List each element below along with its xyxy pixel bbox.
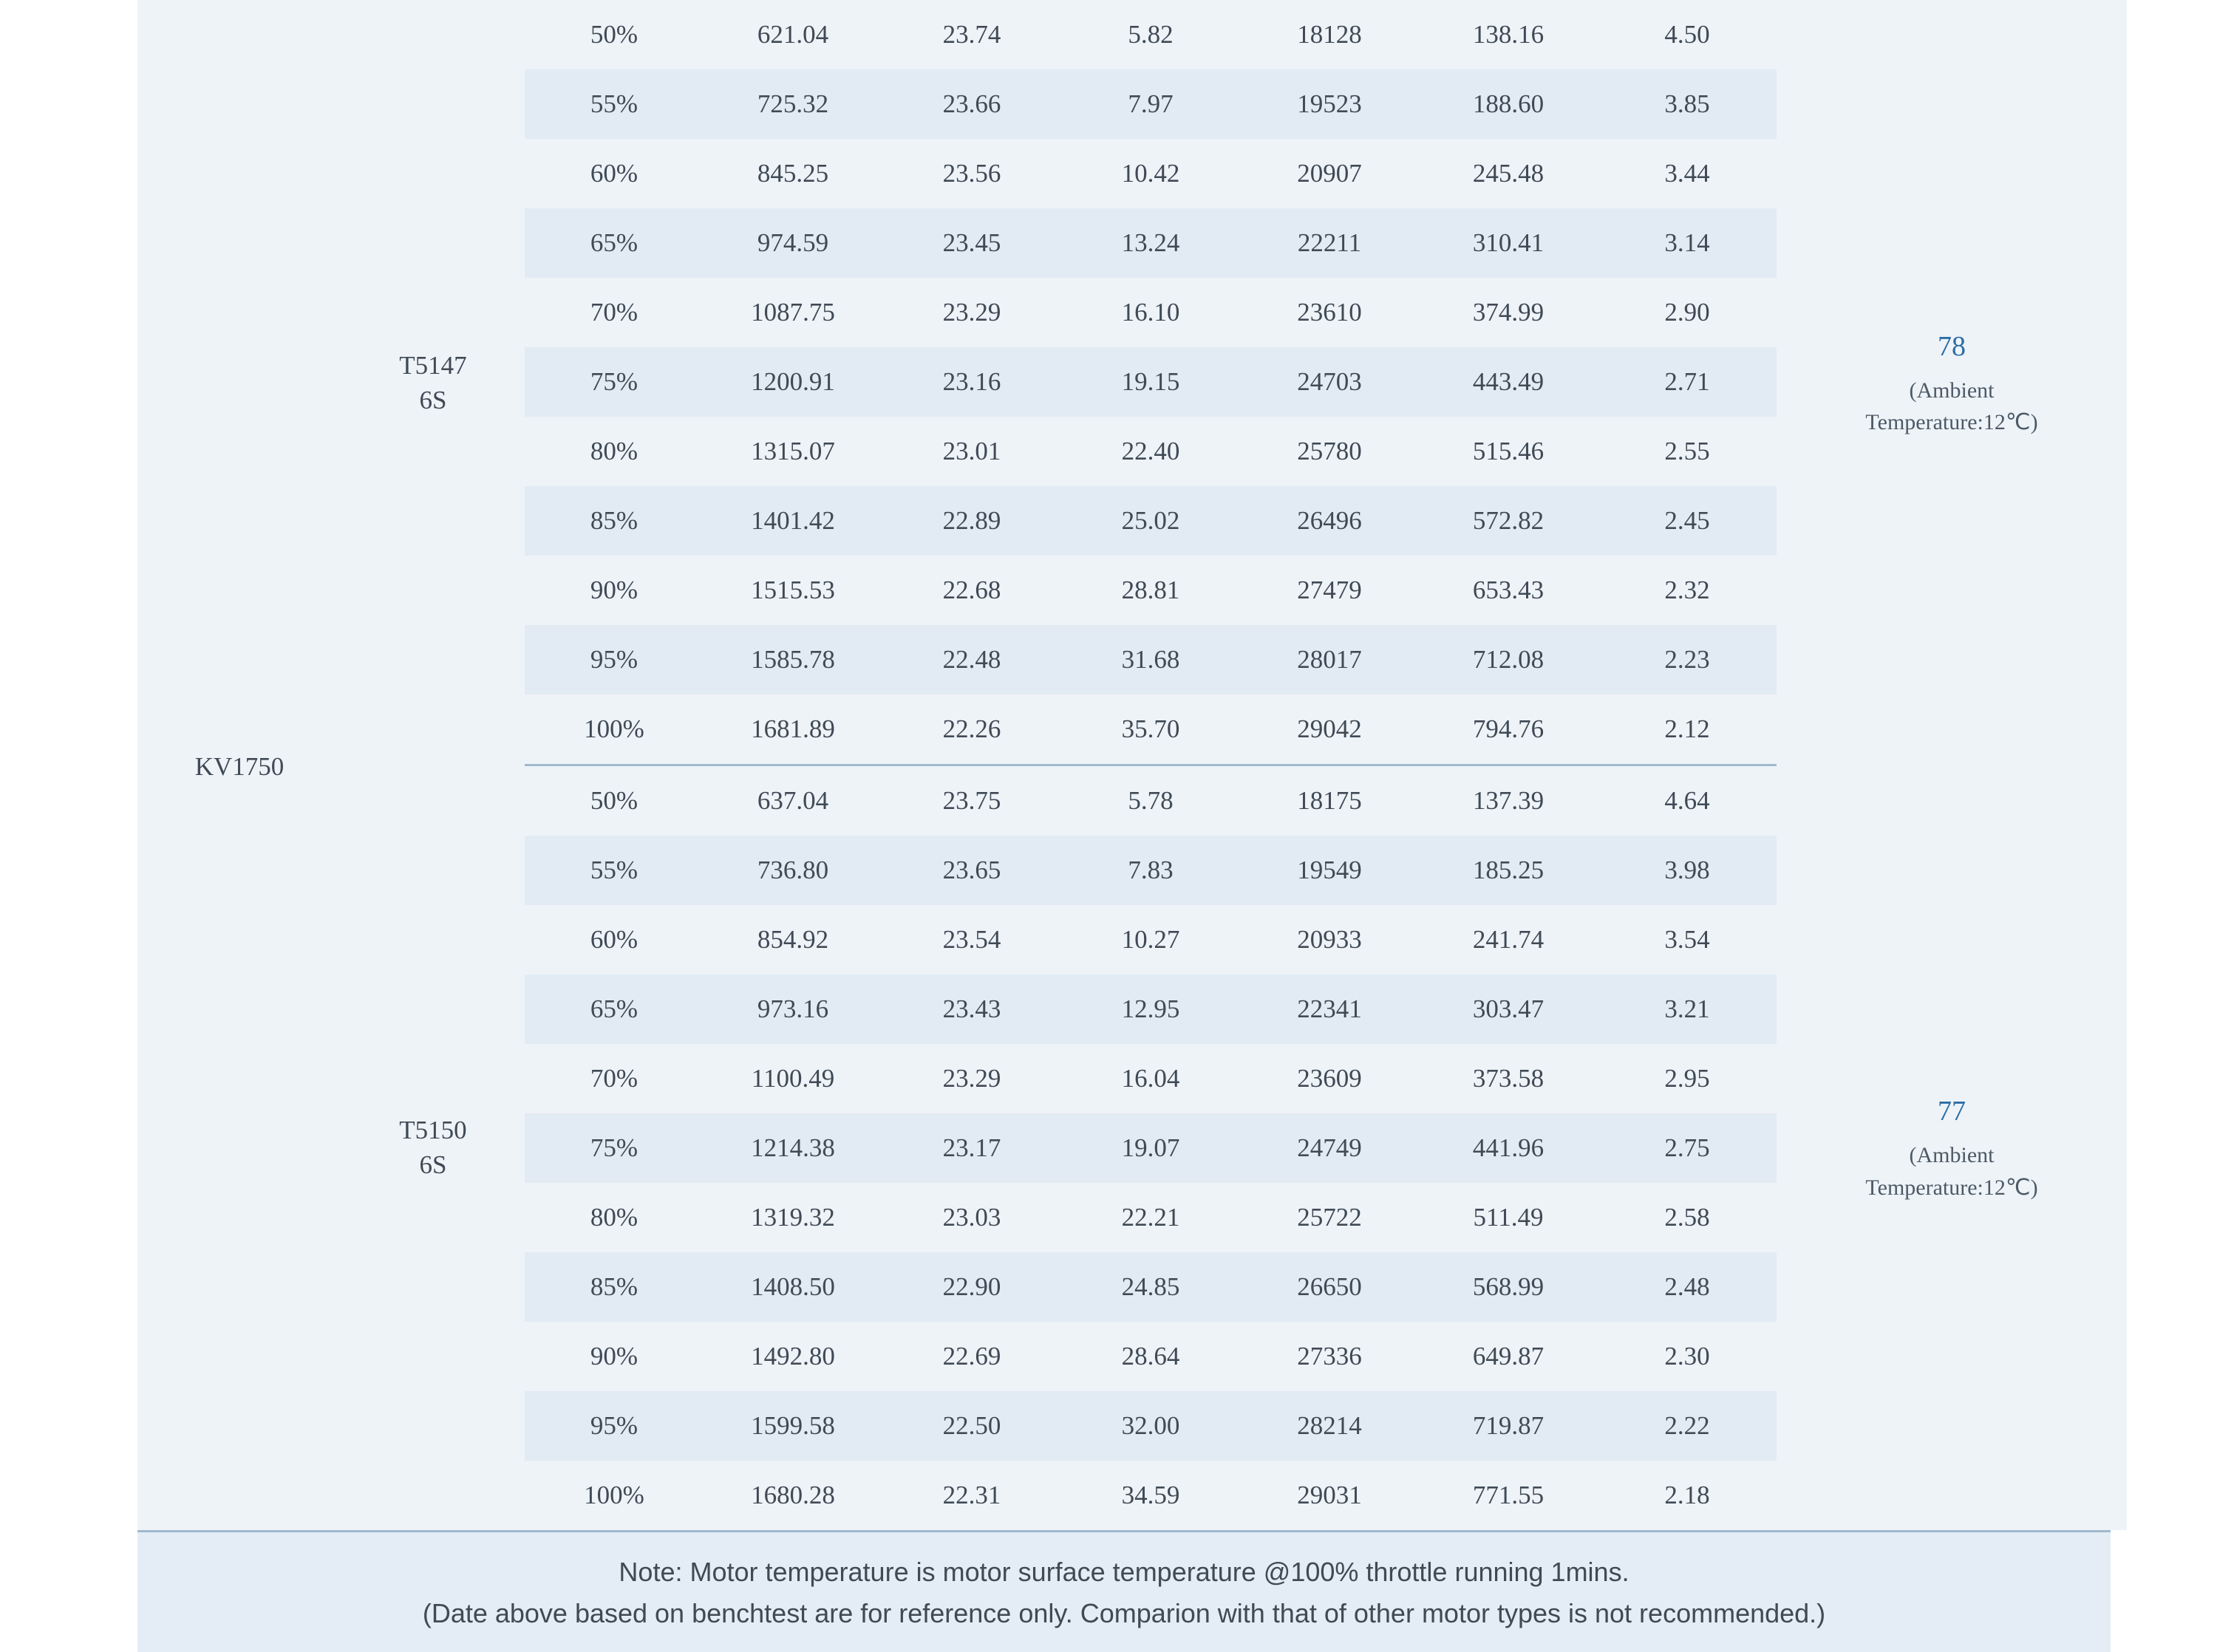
throttle-cell: 100% (525, 1461, 704, 1530)
efficiency-cell: 2.12 (1598, 694, 1777, 765)
thrust-cell: 1214.38 (704, 1113, 882, 1183)
throttle-cell: 70% (525, 278, 704, 347)
rpm-cell: 25722 (1240, 1183, 1419, 1252)
rpm-cell: 29031 (1240, 1461, 1419, 1530)
thrust-cell: 1401.42 (704, 486, 882, 556)
power-cell: 185.25 (1419, 836, 1598, 905)
model-cell-group-1 (341, 765, 525, 1531)
power-cell: 374.99 (1419, 278, 1598, 347)
efficiency-cell: 2.18 (1598, 1461, 1777, 1530)
rpm-cell: 28017 (1240, 625, 1419, 694)
current-cell: 12.95 (1061, 975, 1240, 1044)
current-cell: 24.85 (1061, 1252, 1240, 1322)
throttle-cell: 85% (525, 486, 704, 556)
efficiency-cell: 2.22 (1598, 1391, 1777, 1461)
voltage-cell: 23.17 (882, 1113, 1061, 1183)
efficiency-cell: 2.48 (1598, 1252, 1777, 1322)
efficiency-cell: 4.50 (1598, 0, 1777, 69)
efficiency-cell: 2.75 (1598, 1113, 1777, 1183)
voltage-cell: 23.03 (882, 1183, 1061, 1252)
efficiency-cell: 3.14 (1598, 208, 1777, 278)
voltage-cell: 23.01 (882, 417, 1061, 486)
throttle-cell: 95% (525, 1391, 704, 1461)
rpm-cell: 18175 (1240, 765, 1419, 836)
throttle-cell: 75% (525, 347, 704, 417)
voltage-cell: 22.50 (882, 1391, 1061, 1461)
model-name: T5147 (399, 350, 467, 380)
throttle-cell: 65% (525, 975, 704, 1044)
ambient-note-line2: Temperature:12℃) (1865, 1175, 2038, 1200)
voltage-cell: 23.45 (882, 208, 1061, 278)
efficiency-cell: 2.45 (1598, 486, 1777, 556)
power-cell: 572.82 (1419, 486, 1598, 556)
throttle-cell: 70% (525, 1044, 704, 1113)
rpm-cell: 19549 (1240, 836, 1419, 905)
power-cell: 441.96 (1419, 1113, 1598, 1183)
voltage-cell: 22.31 (882, 1461, 1061, 1530)
voltage-cell: 22.26 (882, 694, 1061, 765)
efficiency-cell: 3.98 (1598, 836, 1777, 905)
current-cell: 32.00 (1061, 1391, 1240, 1461)
power-cell: 310.41 (1419, 208, 1598, 278)
thrust-cell: 1492.80 (704, 1322, 882, 1391)
voltage-cell: 22.68 (882, 556, 1061, 625)
throttle-cell: 65% (525, 208, 704, 278)
current-cell: 7.83 (1061, 836, 1240, 905)
rpm-cell: 18128 (1240, 0, 1419, 69)
efficiency-cell: 2.58 (1598, 1183, 1777, 1252)
throttle-cell: 55% (525, 69, 704, 139)
throttle-cell: 50% (525, 0, 704, 69)
throttle-cell: 90% (525, 556, 704, 625)
current-cell: 31.68 (1061, 625, 1240, 694)
thrust-cell: 736.80 (704, 836, 882, 905)
rpm-cell: 28214 (1240, 1391, 1419, 1461)
power-cell: 138.16 (1419, 0, 1598, 69)
throttle-cell: 100% (525, 694, 704, 765)
throttle-cell: 50% (525, 765, 704, 836)
table-footnote (137, 1530, 2111, 1652)
current-cell: 35.70 (1061, 694, 1240, 765)
current-cell: 16.10 (1061, 278, 1240, 347)
current-cell: 10.27 (1061, 905, 1240, 975)
throttle-cell: 60% (525, 905, 704, 975)
current-cell: 28.81 (1061, 556, 1240, 625)
rpm-cell: 22211 (1240, 208, 1419, 278)
rpm-cell: 25780 (1240, 417, 1419, 486)
voltage-cell: 22.48 (882, 625, 1061, 694)
voltage-cell: 23.56 (882, 139, 1061, 208)
thrust-cell: 1681.89 (704, 694, 882, 765)
ambient-note-line1: (Ambient (1909, 378, 1995, 403)
rpm-cell: 23609 (1240, 1044, 1419, 1113)
thrust-cell: 1515.53 (704, 556, 882, 625)
voltage-cell: 22.90 (882, 1252, 1061, 1322)
model-cell-group-0 (341, 0, 525, 765)
spec-table-container (137, 0, 2111, 1652)
current-cell: 22.21 (1061, 1183, 1240, 1252)
throttle-cell: 75% (525, 1113, 704, 1183)
voltage-cell: 23.75 (882, 765, 1061, 836)
rpm-cell: 26496 (1240, 486, 1419, 556)
throttle-cell: 60% (525, 139, 704, 208)
rpm-cell: 19523 (1240, 69, 1419, 139)
rpm-cell: 27479 (1240, 556, 1419, 625)
efficiency-cell: 2.23 (1598, 625, 1777, 694)
throttle-cell: 95% (525, 625, 704, 694)
throttle-cell: 80% (525, 1183, 704, 1252)
voltage-cell: 23.54 (882, 905, 1061, 975)
thrust-cell: 1315.07 (704, 417, 882, 486)
throttle-cell: 85% (525, 1252, 704, 1322)
power-cell: 245.48 (1419, 139, 1598, 208)
ambient-note-line2: Temperature:12℃) (1865, 410, 2038, 435)
voltage-cell: 23.16 (882, 347, 1061, 417)
voltage-cell: 23.65 (882, 836, 1061, 905)
efficiency-cell: 3.85 (1598, 69, 1777, 139)
thrust-cell: 1319.32 (704, 1183, 882, 1252)
current-cell: 5.82 (1061, 0, 1240, 69)
current-cell: 13.24 (1061, 208, 1240, 278)
thrust-cell: 974.59 (704, 208, 882, 278)
rpm-cell: 23610 (1240, 278, 1419, 347)
rpm-cell: 26650 (1240, 1252, 1419, 1322)
power-cell: 794.76 (1419, 694, 1598, 765)
thrust-cell: 621.04 (704, 0, 882, 69)
temperature-value: 78 (1938, 330, 1966, 362)
thrust-cell: 845.25 (704, 139, 882, 208)
temperature-cell-group-1 (1777, 765, 2127, 1531)
power-cell: 188.60 (1419, 69, 1598, 139)
voltage-cell: 23.74 (882, 0, 1061, 69)
current-cell: 19.07 (1061, 1113, 1240, 1183)
thrust-cell: 1100.49 (704, 1044, 882, 1113)
power-cell: 771.55 (1419, 1461, 1598, 1530)
voltage-cell: 23.29 (882, 278, 1061, 347)
efficiency-cell: 3.44 (1598, 139, 1777, 208)
kv-label: KV1750 (194, 751, 285, 781)
throttle-cell: 90% (525, 1322, 704, 1391)
thrust-cell: 1585.78 (704, 625, 882, 694)
efficiency-cell: 2.55 (1598, 417, 1777, 486)
thrust-cell: 1087.75 (704, 278, 882, 347)
current-cell: 22.40 (1061, 417, 1240, 486)
current-cell: 34.59 (1061, 1461, 1240, 1530)
thrust-cell: 637.04 (704, 765, 882, 836)
thrust-cell: 1599.58 (704, 1391, 882, 1461)
power-cell: 568.99 (1419, 1252, 1598, 1322)
rpm-cell: 24749 (1240, 1113, 1419, 1183)
efficiency-cell: 3.54 (1598, 905, 1777, 975)
power-cell: 719.87 (1419, 1391, 1598, 1461)
current-cell: 16.04 (1061, 1044, 1240, 1113)
model-cells: 6S (419, 1150, 447, 1180)
rpm-cell: 27336 (1240, 1322, 1419, 1391)
power-cell: 653.43 (1419, 556, 1598, 625)
current-cell: 25.02 (1061, 486, 1240, 556)
thrust-cell: 1200.91 (704, 347, 882, 417)
power-cell: 712.08 (1419, 625, 1598, 694)
voltage-cell: 22.89 (882, 486, 1061, 556)
efficiency-cell: 2.71 (1598, 347, 1777, 417)
throttle-cell: 55% (525, 836, 704, 905)
power-cell: 443.49 (1419, 347, 1598, 417)
rpm-cell: 20933 (1240, 905, 1419, 975)
power-cell: 137.39 (1419, 765, 1598, 836)
ambient-note-line1: (Ambient (1909, 1143, 1995, 1168)
power-cell: 303.47 (1419, 975, 1598, 1044)
throttle-cell: 80% (525, 417, 704, 486)
efficiency-cell: 2.32 (1598, 556, 1777, 625)
efficiency-cell: 2.95 (1598, 1044, 1777, 1113)
power-cell: 649.87 (1419, 1322, 1598, 1391)
model-name: T5150 (399, 1116, 467, 1144)
efficiency-cell: 2.30 (1598, 1322, 1777, 1391)
table-body (137, 0, 2127, 1530)
table-row (137, 0, 2127, 69)
temperature-value: 77 (1938, 1096, 1966, 1127)
efficiency-cell: 3.21 (1598, 975, 1777, 1044)
model-cells: 6S (419, 385, 447, 414)
current-cell: 19.15 (1061, 347, 1240, 417)
efficiency-cell: 2.90 (1598, 278, 1777, 347)
thrust-cell: 725.32 (704, 69, 882, 139)
thrust-cell: 854.92 (704, 905, 882, 975)
kv-cell (137, 0, 341, 1530)
footnote-line-2: (Date above based on benchtest are for reference only. Comparion with that of other motor types is not recommended.) (422, 1597, 1826, 1628)
power-cell: 373.58 (1419, 1044, 1598, 1113)
efficiency-cell: 4.64 (1598, 765, 1777, 836)
power-cell: 511.49 (1419, 1183, 1598, 1252)
rpm-cell: 22341 (1240, 975, 1419, 1044)
motor-performance-table (137, 0, 2127, 1530)
thrust-cell: 973.16 (704, 975, 882, 1044)
thrust-cell: 1680.28 (704, 1461, 882, 1530)
temperature-cell-group-0 (1777, 0, 2127, 765)
voltage-cell: 23.29 (882, 1044, 1061, 1113)
power-cell: 241.74 (1419, 905, 1598, 975)
footnote-line-1: Note: Motor temperature is motor surface temperature @100% throttle running 1mins. (619, 1557, 1629, 1587)
rpm-cell: 29042 (1240, 694, 1419, 765)
voltage-cell: 23.43 (882, 975, 1061, 1044)
thrust-cell: 1408.50 (704, 1252, 882, 1322)
current-cell: 5.78 (1061, 765, 1240, 836)
power-cell: 515.46 (1419, 417, 1598, 486)
rpm-cell: 20907 (1240, 139, 1419, 208)
voltage-cell: 22.69 (882, 1322, 1061, 1391)
table-row (137, 765, 2127, 836)
current-cell: 7.97 (1061, 69, 1240, 139)
current-cell: 28.64 (1061, 1322, 1240, 1391)
voltage-cell: 23.66 (882, 69, 1061, 139)
rpm-cell: 24703 (1240, 347, 1419, 417)
current-cell: 10.42 (1061, 139, 1240, 208)
